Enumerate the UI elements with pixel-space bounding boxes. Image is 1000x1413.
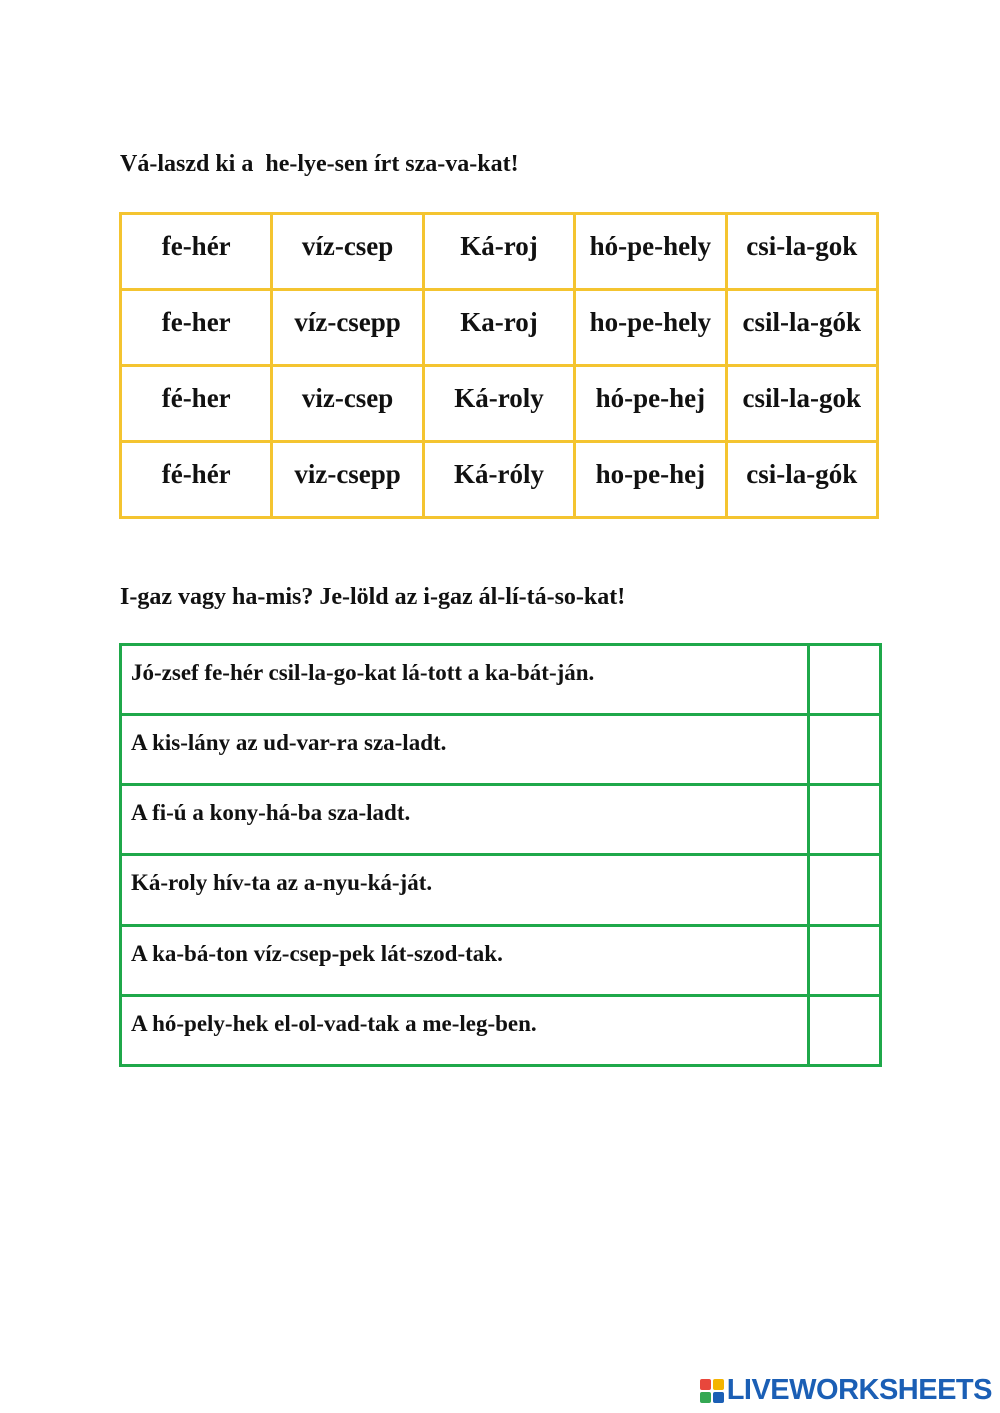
logo-square [713, 1379, 724, 1390]
word-row [121, 366, 878, 442]
statement-row [121, 995, 881, 1065]
word-option[interactable]: viz-csep [272, 366, 423, 442]
answer-checkbox[interactable] [809, 995, 881, 1065]
word-option[interactable]: ho-pe-hely [575, 290, 726, 366]
word-option[interactable]: Ka-roj [423, 290, 574, 366]
answer-checkbox[interactable] [809, 785, 881, 855]
word-option[interactable]: ho-pe-hej [575, 442, 726, 518]
statement-text: A ka-bá-ton víz-csep-pek lát-szod-tak. [121, 925, 809, 995]
statement-row [121, 645, 881, 715]
logo-square [700, 1392, 711, 1403]
instruction-true-false: I-gaz vagy ha-mis? Je-löld az i-gaz ál-lí-tá-so-kat! [120, 584, 626, 610]
word-option[interactable]: Ká-roly [423, 366, 574, 442]
statement-text: A hó-pely-hek el-ol-vad-tak a me-leg-ben. [121, 995, 809, 1065]
true-false-table [119, 643, 882, 1067]
word-choice-table [119, 212, 879, 519]
answer-checkbox[interactable] [809, 645, 881, 715]
word-option[interactable]: víz-csep [272, 214, 423, 290]
word-option[interactable]: csil-la-gok [726, 366, 877, 442]
word-option[interactable]: fe-hér [121, 214, 272, 290]
word-row [121, 214, 878, 290]
logo-square [713, 1392, 724, 1403]
word-option[interactable]: csi-la-gók [726, 442, 877, 518]
logo-square [700, 1379, 711, 1390]
word-option[interactable]: fe-her [121, 290, 272, 366]
liveworksheets-logo-icon [700, 1379, 724, 1403]
statement-row [121, 715, 881, 785]
instruction-choose-words: Vá-laszd ki a he-lye-sen írt sza-va-kat! [120, 151, 519, 177]
statement-text: Ká-roly hív-ta az a-nyu-ká-ját. [121, 855, 809, 925]
word-option[interactable]: Ká-róly [423, 442, 574, 518]
word-row [121, 290, 878, 366]
liveworksheets-brand [700, 1376, 992, 1405]
word-option[interactable]: csi-la-gok [726, 214, 877, 290]
word-option[interactable]: Ká-roj [423, 214, 574, 290]
word-row [121, 442, 878, 518]
statement-row [121, 785, 881, 855]
statement-row [121, 855, 881, 925]
answer-checkbox[interactable] [809, 925, 881, 995]
word-option[interactable]: fé-her [121, 366, 272, 442]
word-option[interactable]: viz-csepp [272, 442, 423, 518]
word-option[interactable]: víz-csepp [272, 290, 423, 366]
brand-name: LIVEWORKSHEETS [726, 1374, 992, 1406]
answer-checkbox[interactable] [809, 855, 881, 925]
statement-text: Jó-zsef fe-hér csil-la-go-kat lá-tott a ka-bát-ján. [121, 645, 809, 715]
answer-checkbox[interactable] [809, 715, 881, 785]
statement-row [121, 925, 881, 995]
statement-text: A kis-lány az ud-var-ra sza-ladt. [121, 715, 809, 785]
word-option[interactable]: fé-hér [121, 442, 272, 518]
word-option[interactable]: hó-pe-hej [575, 366, 726, 442]
word-option[interactable]: csil-la-gók [726, 290, 877, 366]
word-option[interactable]: hó-pe-hely [575, 214, 726, 290]
statement-text: A fi-ú a kony-há-ba sza-ladt. [121, 785, 809, 855]
